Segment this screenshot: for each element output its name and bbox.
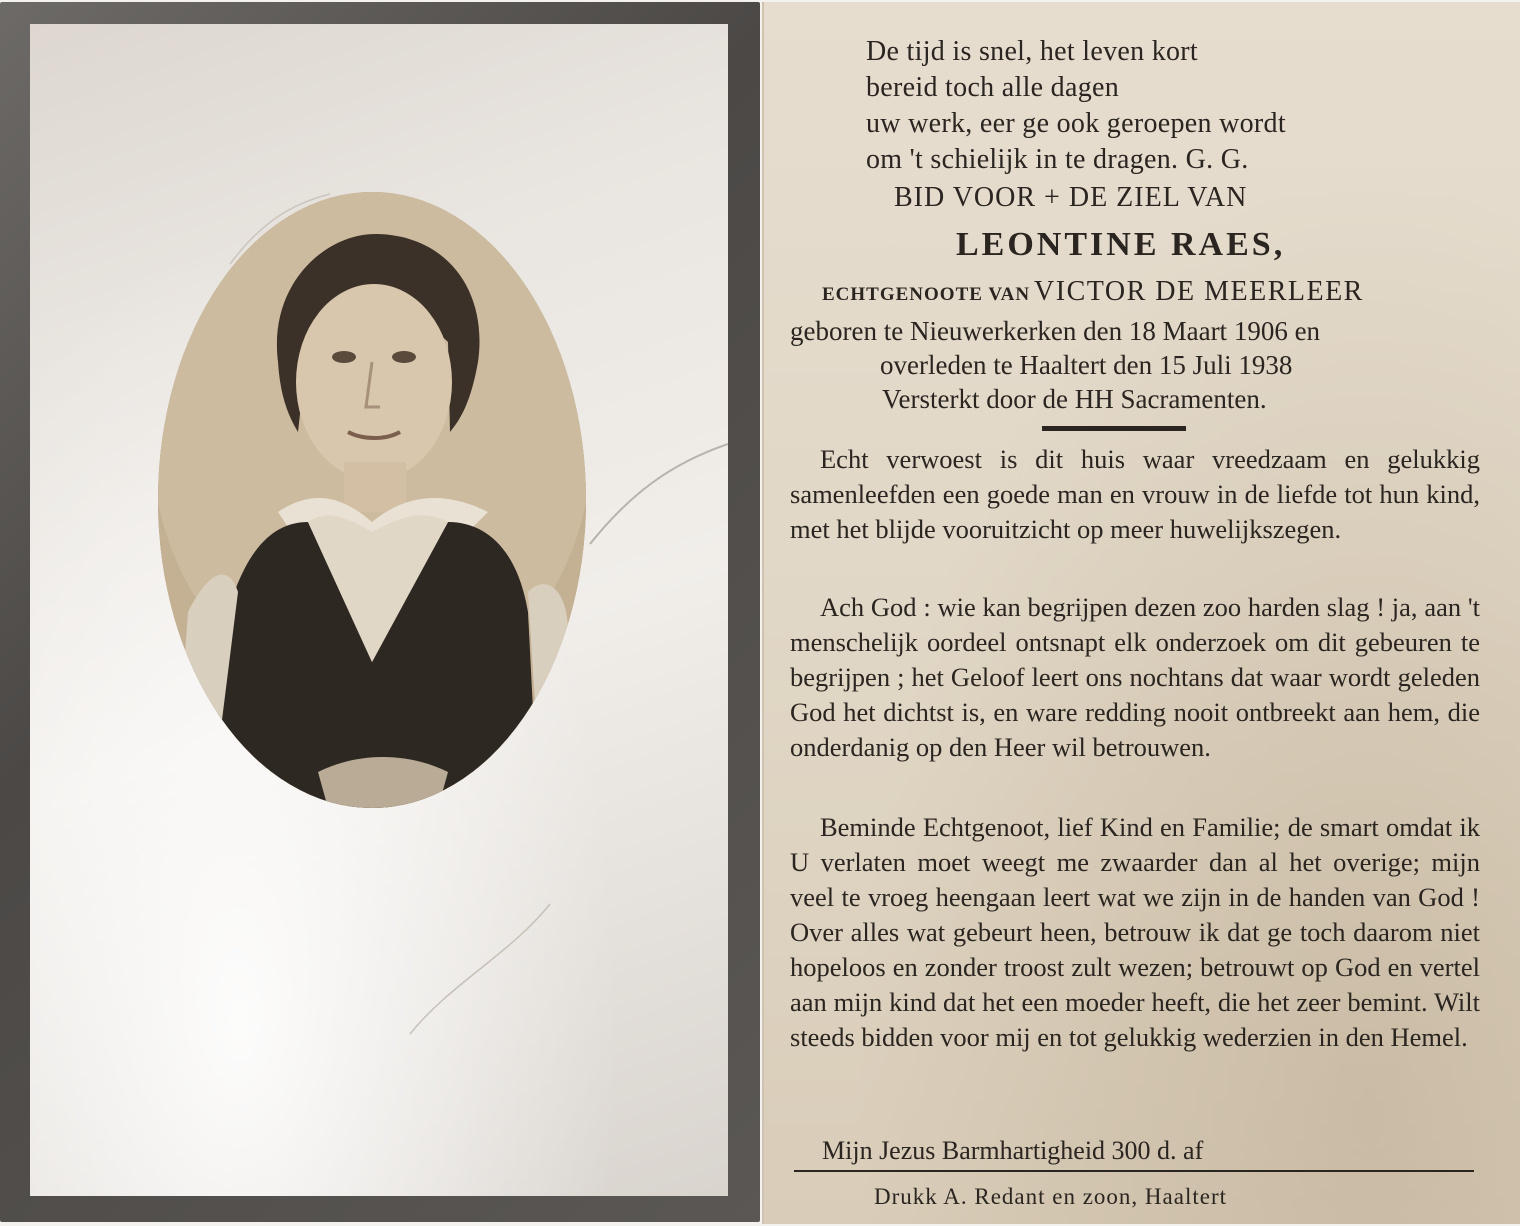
- bottom-rule: [794, 1170, 1474, 1172]
- prayer-heading: BID VOOR + DE ZIEL VAN: [894, 182, 1248, 213]
- verse-line-3: uw werk, eer ge ook geroepen wordt: [866, 108, 1286, 139]
- photo-card: [0, 2, 760, 1222]
- text-card: [762, 2, 1520, 1224]
- paragraph-2: Ach God : wie kan begrijpen dezen zoo harden slag ! ja, aan 't menschelijk oordeel ontsnapt elk onderzoek om dit gebeuren te begrijpen ; het Geloof leert ons nochtans dat waar wordt geleden God het dichtst is, en ware redding nooit ontbreekt aan hem, die onderdanig op den Heer wil betrouwen.: [790, 592, 1480, 762]
- spouse-name: VICTOR DE MEERLEER: [1034, 276, 1364, 307]
- born-line: geboren te Nieuwerkerken den 18 Maart 1906 en: [790, 316, 1321, 346]
- indulgence: Mijn Jezus Barmhartigheid 300 d. af: [822, 1136, 1204, 1165]
- verse-line-4: om 't schielijk in te dragen. G. G.: [866, 144, 1249, 175]
- verse-line-2: bereid toch alle dagen: [866, 72, 1120, 103]
- portrait-photo: [158, 192, 586, 808]
- paragraph-1: Echt verwoest is dit huis waar vreedzaam en gelukkig samenleefden een goede man en vrouw in de liefde tot hun kind, met het blijde vooruitzicht op meer huwelijkszegen.: [790, 444, 1480, 544]
- died-line: overleden te Haaltert den 15 Juli 1938: [880, 350, 1293, 380]
- divider: [1042, 426, 1186, 431]
- sacraments-line: Versterkt door de HH Sacramenten.: [882, 384, 1267, 414]
- spouse-prefix: ECHTGENOOTE VAN: [822, 284, 1031, 305]
- paragraph-3: Beminde Echtgenoot, lief Kind en Familie; de smart omdat ik U verlaten moet weegt me zwaarder dan al het overige; mijn veel te vroeg heengaan leert wat we zijn in de handen van God ! Over alles wat gebeurt heen, betrouw ik dat ge toch daarom niet hopeloos en zonder troost zult wezen; betrouwt op God en vertel aan mijn kind dat het een moeder heeft, die het zeer bemint. Wilt steeds bidden voor mij en tot gelukkig wederzien in den Hemel.: [790, 812, 1480, 1052]
- verse-line-1: De tijd is snel, het leven kort: [866, 36, 1199, 67]
- deceased-name: LEONTINE RAES,: [956, 226, 1286, 263]
- printer-credit: Drukk A. Redant en zoon, Haaltert: [874, 1184, 1227, 1209]
- photo-card-inner: [30, 24, 728, 1196]
- spouse-line: [822, 278, 1364, 306]
